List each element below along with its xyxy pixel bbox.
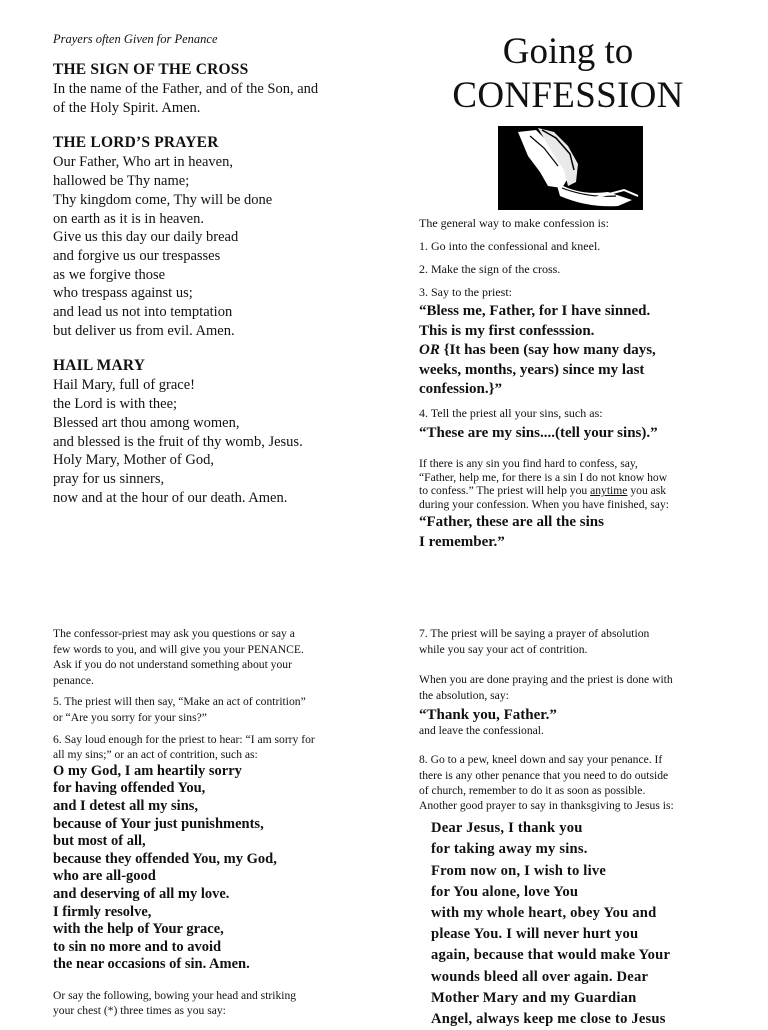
text-line: of the Holy Spirit. Amen. bbox=[53, 99, 201, 116]
text-line: Holy Mary, Mother of God, bbox=[53, 452, 214, 469]
text-line: Thy kingdom come, Thy will be done bbox=[53, 191, 273, 208]
praying-hands-icon bbox=[498, 126, 643, 210]
text-line: Ask if you do not understand something about your bbox=[53, 658, 292, 672]
confession-steps bbox=[419, 216, 717, 552]
right-bottom-column bbox=[419, 626, 717, 1030]
prayer-line: the near occasions of sin. Amen. bbox=[53, 956, 250, 973]
step-3: 3. Say to the priest: bbox=[419, 285, 512, 299]
text-line: Hail Mary, full of grace! bbox=[53, 377, 195, 394]
quote-line: confession.}” bbox=[419, 381, 502, 397]
quote-line: “Bless me, Father, for I have sinned. bbox=[419, 303, 651, 319]
hail-mary-text bbox=[53, 376, 353, 507]
prayer-line: to sin no more and to avoid bbox=[53, 938, 222, 955]
text-line: as we forgive those bbox=[53, 266, 166, 283]
prayer-line: who are all-good bbox=[53, 868, 156, 885]
text-line: the absolution, say: bbox=[419, 688, 509, 702]
lords-prayer-title: THE LORD’S PRAYER bbox=[53, 134, 219, 152]
step-4-quote: “These are my sins....(tell your sins).” bbox=[419, 424, 658, 441]
quote-line: I remember.” bbox=[419, 533, 505, 550]
prayer-line: wounds bleed all over again. Dear bbox=[431, 968, 649, 985]
text-line: Our Father, Who art in heaven, bbox=[53, 154, 233, 171]
prayer-line: for You alone, love You bbox=[431, 883, 579, 900]
text-line: pray for us sinners, bbox=[53, 470, 165, 487]
quote-fragment: {It has been (say how many days, bbox=[439, 342, 656, 358]
title-line-2: CONFESSION bbox=[452, 75, 684, 116]
text-line: Blessed art thou among women, bbox=[53, 414, 240, 431]
text-line: but deliver us from evil. Amen. bbox=[53, 322, 235, 339]
act-of-contrition bbox=[53, 763, 353, 974]
page-title bbox=[419, 30, 717, 118]
finished-quote bbox=[419, 513, 717, 552]
prayer-line: Mother Mary and my Guardian bbox=[431, 989, 637, 1006]
text-line: hallowed be Thy name; bbox=[53, 173, 190, 190]
sign-of-cross-section bbox=[53, 60, 353, 117]
underlined-word: anytime bbox=[590, 484, 628, 498]
text-line: 5. The priest will then say, “Make an act of contrition” bbox=[53, 695, 306, 709]
text-line: Another good prayer to say in thanksgiving to Jesus is: bbox=[419, 798, 674, 812]
text-line: 8. Go to a pew, kneel down and say your penance. If bbox=[419, 753, 663, 767]
step-3-quote bbox=[419, 302, 717, 400]
text-line: “Father, help me, for there is a sin I do not know how bbox=[419, 470, 668, 484]
quote-line: weeks, months, years) since my last bbox=[419, 361, 645, 378]
text-line: or “Are you sorry for your sins?” bbox=[53, 710, 207, 724]
text-line: during your confession. When you have finished, say: bbox=[419, 497, 669, 511]
page-header: Prayers often Given for Penance bbox=[53, 32, 218, 46]
prayer-line: and I detest all my sins, bbox=[53, 797, 199, 814]
text-line: 7. The priest will be saying a prayer of absolution bbox=[419, 627, 650, 640]
hail-mary-title: HAIL MARY bbox=[53, 357, 146, 375]
text-line: while you say your act of contrition. bbox=[419, 642, 588, 656]
text-line: your chest (*) three times as you say: bbox=[53, 1004, 226, 1018]
prayer-line: From now on, I wish to live bbox=[431, 862, 606, 879]
quote-line: This is my first confesssion. bbox=[419, 322, 595, 339]
step-1: 1. Go into the confessional and kneel. bbox=[419, 239, 601, 253]
prayer-line: and deserving of all my love. bbox=[53, 885, 230, 902]
thank-you-quote: “Thank you, Father.” bbox=[419, 707, 557, 724]
lords-prayer-section bbox=[53, 133, 353, 340]
or-say-paragraph bbox=[53, 988, 353, 1019]
step-8 bbox=[419, 752, 717, 813]
step-5 bbox=[53, 694, 353, 725]
lords-prayer-text bbox=[53, 153, 353, 340]
prayer-line: because of Your just punishments, bbox=[53, 815, 264, 832]
text-line: Or say the following, bowing your head and striking bbox=[53, 988, 297, 1002]
text-line: there is any other penance that you need to do outside bbox=[419, 768, 669, 782]
praying-hands-svg bbox=[498, 126, 643, 210]
prayer-line: for taking away my sins. bbox=[431, 841, 588, 858]
thanksgiving-prayer bbox=[431, 818, 717, 1030]
text-line: In the name of the Father, and of the Son, and bbox=[53, 81, 319, 97]
text-line: the Lord is with thee; bbox=[53, 396, 178, 413]
text-line: who trespass against us; bbox=[53, 285, 193, 302]
text-fragment: you ask bbox=[627, 484, 667, 498]
text-line: on earth as it is in heaven. bbox=[53, 210, 204, 227]
prayer-line: Dear Jesus, I thank you bbox=[431, 820, 583, 837]
prayer-line: O my God, I am heartily sorry bbox=[53, 762, 242, 779]
prayer-line: with the help of Your grace, bbox=[53, 921, 224, 938]
text-line: The confessor-priest may ask you questions or say a bbox=[53, 627, 295, 640]
left-top-column bbox=[53, 30, 353, 507]
sign-of-cross-title: THE SIGN OF THE CROSS bbox=[53, 61, 249, 78]
text-line: of church, remember to do it as soon as possible. bbox=[419, 783, 646, 797]
text-line: few words to you, and will give you your PENANCE. bbox=[53, 642, 304, 656]
sign-of-cross-text bbox=[53, 80, 353, 117]
hard-sin-paragraph bbox=[419, 457, 717, 511]
text-line: 6. Say loud enough for the priest to hear: “I am sorry for bbox=[53, 732, 315, 746]
prayer-line: Angel, always keep me close to Jesus bbox=[431, 1011, 666, 1028]
text-line: and forgive us our trespasses bbox=[53, 247, 221, 264]
text-line: When you are done praying and the priest is done with bbox=[419, 673, 673, 687]
text-line: now and at the hour of our death. Amen. bbox=[53, 489, 288, 506]
text-line: Give us this day our daily bread bbox=[53, 229, 239, 246]
hail-mary-section bbox=[53, 356, 353, 507]
prayer-line: I firmly resolve, bbox=[53, 903, 152, 920]
text-line: penance. bbox=[53, 673, 94, 687]
title-line-1: Going to bbox=[502, 31, 634, 72]
text-fragment: to confess.” The priest will help you bbox=[419, 484, 591, 498]
text-line bbox=[419, 484, 717, 498]
priest-intro-paragraph bbox=[53, 626, 353, 688]
prayer-line: for having offended You, bbox=[53, 780, 206, 797]
done-praying-paragraph bbox=[419, 672, 717, 703]
left-bottom-column bbox=[53, 626, 353, 1019]
or-word: OR bbox=[419, 342, 440, 358]
quote-line: “Father, these are all the sins bbox=[419, 514, 604, 531]
prayer-line: please You. I will never hurt you bbox=[431, 926, 639, 943]
step-6 bbox=[53, 732, 353, 763]
leave-confessional-text: and leave the confessional. bbox=[419, 724, 544, 738]
step-2: 2. Make the sign of the cross. bbox=[419, 262, 561, 276]
step-7 bbox=[419, 626, 717, 657]
prayer-line: with my whole heart, obey You and bbox=[431, 905, 657, 921]
prayer-line: again, because that would make Your bbox=[431, 947, 671, 964]
step-4: 4. Tell the priest all your sins, such as: bbox=[419, 405, 603, 420]
text-line: If there is any sin you find hard to confess, say, bbox=[419, 457, 638, 470]
text-line: and blessed is the fruit of thy womb, Jesus. bbox=[53, 433, 303, 450]
prayer-line: because they offended You, my God, bbox=[53, 850, 277, 867]
text-line: and lead us not into temptation bbox=[53, 304, 233, 321]
text-line: all my sins;” or an act of contrition, such as: bbox=[53, 748, 258, 762]
right-top-column bbox=[419, 30, 717, 552]
prayer-line: but most of all, bbox=[53, 833, 146, 850]
quote-line bbox=[419, 341, 717, 361]
intro-text: The general way to make confession is: bbox=[419, 216, 609, 230]
